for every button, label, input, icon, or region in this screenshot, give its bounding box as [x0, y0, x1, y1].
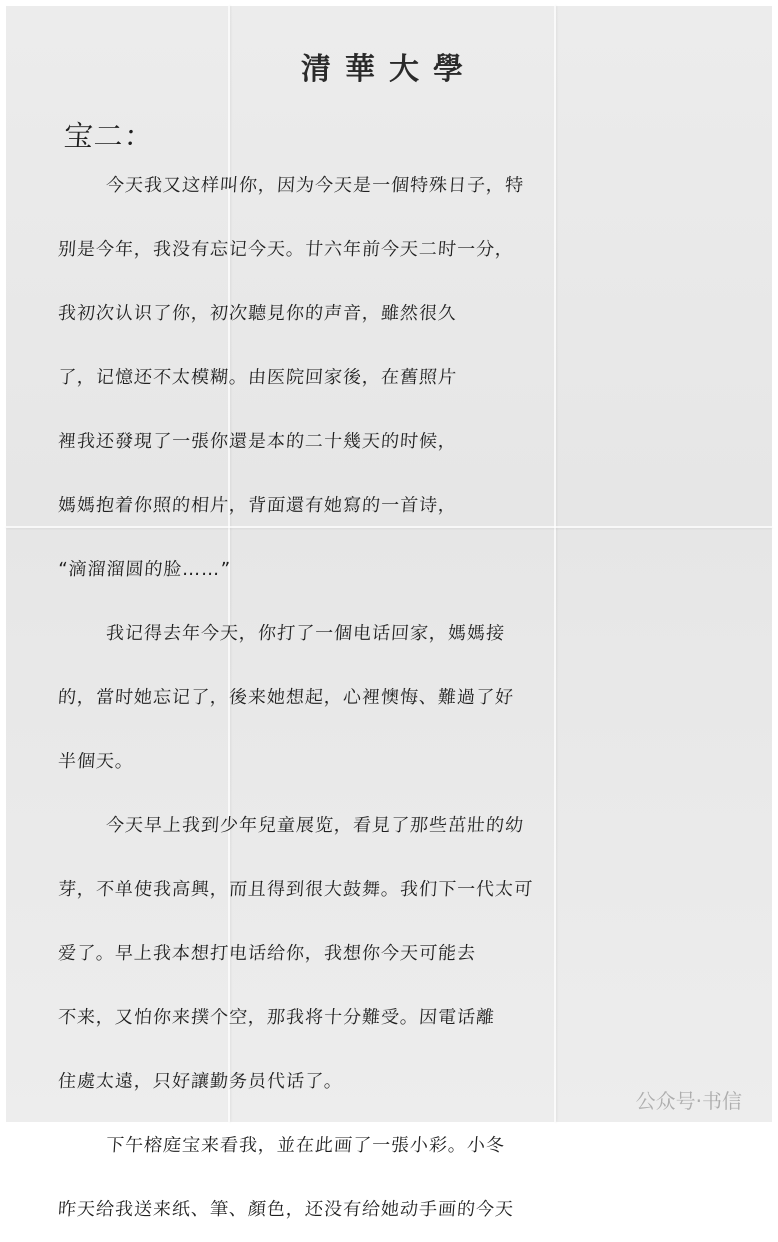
letterhead: 清華大學 — [301, 52, 477, 87]
letter-line: 别是今年，我没有忘记今天。廿六年前今天二时一分， — [57, 239, 515, 260]
letter-line: 媽媽抱着你照的相片，背面還有她寫的一首诗， — [57, 495, 458, 516]
letter-line: 我记得去年今天，你打了一個电话回家，媽媽接 — [105, 623, 506, 644]
letter-line: 半個天。 — [57, 751, 135, 772]
letter-line: 昨天给我送来纸、筆、顏色，还没有给她动手画的今天 — [57, 1199, 515, 1220]
letter-line: 我初次认识了你，初次聽見你的声音，雖然很久 — [57, 303, 458, 324]
letter-line: 了，记憶还不太模糊。由医院回家後，在舊照片 — [57, 367, 458, 388]
letter-line: 不来，又怕你来撲个空，那我将十分難受。因電话離 — [57, 1007, 496, 1028]
letter-line: 裡我还發現了一張你還是本的二十幾天的时候， — [57, 431, 458, 452]
letter-line: 下午榕庭宝来看我，並在此画了一張小彩。小冬 — [105, 1135, 506, 1156]
letter-line: 今天早上我到少年兒童展览，看見了那些茁壯的幼 — [105, 815, 525, 836]
greeting: 宝二： — [62, 119, 156, 153]
letter-line: 住處太遠，只好讓勤务员代话了。 — [57, 1071, 344, 1092]
letter-body — [58, 154, 758, 1242]
letter-line: 的，當时她忘记了，後来她想起，心裡懊悔、難過了好 — [57, 687, 515, 708]
letter-line: 芽，不单使我高興，而且得到很大鼓舞。我们下一代太可 — [57, 879, 534, 900]
letter-line: “滴溜溜圆的脸……” — [57, 559, 232, 580]
letter-line: 今天我又这样叫你，因为今天是一個特殊日子，特 — [105, 175, 525, 196]
watermark: 公众号·书信 — [635, 1089, 742, 1113]
letter-line: 爱了。早上我本想打电话给你，我想你今天可能去 — [57, 943, 477, 964]
